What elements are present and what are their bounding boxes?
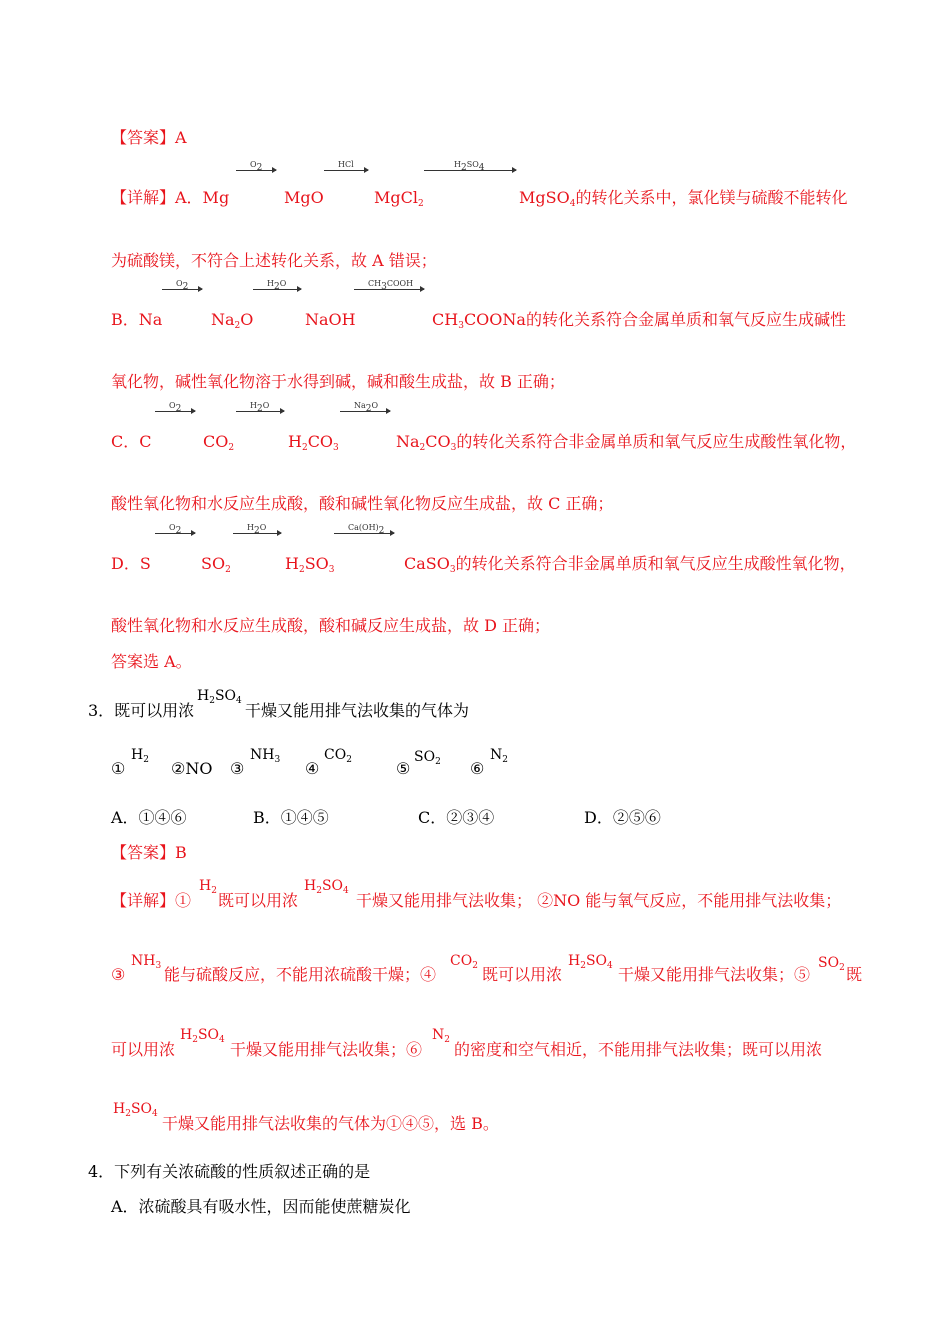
q3-co2: $CO_2$: [324, 747, 352, 765]
q3-choice-a: A．①④⑥: [111, 808, 187, 827]
q2-b-line2: 氧化物，碱性氧化物溶于水得到碱，碱和酸生成盐，故 B 正确；: [111, 372, 565, 391]
arrow-o2-c: O2: [155, 407, 195, 417]
mgo: MgO: [284, 188, 324, 207]
arrow-h2o-b: H2O: [253, 285, 301, 295]
arrow-hcl-a: HCl: [324, 166, 368, 176]
q3-detail-l4: 干燥又能用排气法收集的气体为①④⑤，选 B。: [162, 1114, 499, 1133]
arrow-o2-a: O2: [236, 166, 276, 176]
arrow-na2o-c: Na2O: [340, 407, 390, 417]
q3-n2: $N_2$: [490, 747, 508, 765]
q3-so2: $SO_2$: [414, 749, 441, 767]
q3-stem-b: 干燥又能用排气法收集的气体为: [245, 701, 470, 720]
q2-b-start: B．Na: [111, 310, 163, 329]
q3-option-2: ②NO: [171, 759, 213, 778]
q3-detail-l3a: 可以用浓: [111, 1040, 176, 1059]
naoh: NaOH: [305, 310, 356, 329]
h2so3: H2SO3: [285, 554, 335, 575]
q3-detail-l2e: 既: [846, 965, 863, 984]
q3-detail-h2so4-2: $H_2SO_4$: [568, 953, 613, 971]
q2-d-start: D．S: [111, 554, 151, 573]
q3-choice-d: D．②⑤⑥: [584, 808, 661, 827]
q3-detail-l1a: 【详解】①: [111, 891, 192, 910]
q2-detail-a-start: 【详解】A．Mg: [111, 188, 230, 207]
q3-detail-l2b: 能与硫酸反应，不能用浓硫酸干燥；④: [164, 965, 437, 984]
q3-detail-l2a: ③: [111, 965, 126, 984]
q3-detail-l1b: 既可以用浓: [218, 891, 299, 910]
q2-answer-label: 【答案】A: [111, 128, 187, 147]
na2o: Na2O: [211, 310, 254, 331]
q4-stem: 4．下列有关浓硫酸的性质叙述正确的是: [88, 1162, 371, 1181]
q3-detail-nh3: $NH_3$: [131, 953, 162, 971]
q2-c-start: C．C: [111, 432, 152, 451]
arrow-h2so4-a: H2SO4: [424, 166, 516, 176]
q3-choice-c: C．②③④: [418, 808, 495, 827]
q2-d-line2: 酸性氧化物和水反应生成酸，酸和碱反应生成盐，故 D 正确；: [111, 616, 551, 635]
q3-detail-so2: $SO_2$: [818, 955, 845, 973]
q3-detail-co2: $CO_2$: [450, 953, 478, 971]
q3-stem-a: 3．既可以用浓: [88, 701, 195, 720]
arrow-h2o-d: H2O: [233, 529, 281, 539]
na2co3-tail: Na2CO3的转化关系符合非金属单质和氧气反应生成酸性氧化物，: [396, 432, 857, 453]
q3-option-3: ③: [230, 759, 245, 778]
q3-h2so4: $H_2SO_4$: [197, 688, 242, 706]
q3-nh3: $NH_3$: [250, 747, 281, 765]
arrow-h2o-c: H2O: [236, 407, 284, 417]
mgcl2: MgCl2: [374, 188, 424, 209]
q3-option-4: ④: [305, 759, 320, 778]
q2-a-line2: 为硫酸镁，不符合上述转化关系，故 A 错误；: [111, 251, 437, 270]
q3-option-5: ⑤: [396, 759, 411, 778]
q3-detail-h2so4-1: $H_2SO_4$: [304, 878, 349, 896]
caso3-tail: CaSO3的转化关系符合非金属单质和氧气反应生成酸性氧化物，: [404, 554, 856, 575]
arrow-o2-b: O2: [162, 285, 202, 295]
arrow-o2-d: O2: [155, 529, 195, 539]
q3-h2: $H_2$: [131, 747, 149, 765]
q3-option-1: ①: [111, 759, 126, 778]
q3-detail-l2d: 干燥又能用排气法收集；⑤: [618, 965, 811, 984]
q2-c-line2: 酸性氧化物和水反应生成酸，酸和碱性氧化物反应生成盐，故 C 正确；: [111, 494, 614, 513]
h2co3: H2CO3: [288, 432, 339, 453]
q3-detail-l2c: 既可以用浓: [482, 965, 563, 984]
q3-detail-n2: $N_2$: [432, 1027, 450, 1045]
q3-detail-l1c: 干燥又能用排气法收集； ②NO 能与氧气反应，不能用排气法收集；: [356, 891, 842, 910]
arrow-ch3cooh-b: CH3COOH: [354, 285, 424, 295]
q3-answer-label: 【答案】B: [111, 843, 187, 862]
mgso4-tail: MgSO4的转化关系中，氯化镁与硫酸不能转化: [519, 188, 848, 209]
q3-choice-b: B．①④⑤: [253, 808, 329, 827]
q3-detail-l3b: 干燥又能用排气法收集；⑥: [230, 1040, 423, 1059]
q4-option-a: A．浓硫酸具有吸水性，因而能使蔗糖炭化: [111, 1197, 411, 1216]
q3-option-6: ⑥: [470, 759, 485, 778]
arrow-caoh2-d: Ca(OH)2: [334, 529, 394, 539]
ch3coona-tail: CH3COONa的转化关系符合金属单质和氧气反应生成碱性: [432, 310, 846, 331]
co2: CO2: [203, 432, 235, 453]
so2: SO2: [201, 554, 231, 575]
q3-detail-l3c: 的密度和空气相近，不能用排气法收集；既可以用浓: [454, 1040, 823, 1059]
q2-conclusion: 答案选 A。: [111, 652, 192, 671]
q3-detail-h2: $H_2$: [199, 878, 217, 896]
q3-detail-h2so4-4: $H_2SO_4$: [113, 1101, 158, 1119]
q3-detail-h2so4-3: $H_2SO_4$: [180, 1027, 225, 1045]
